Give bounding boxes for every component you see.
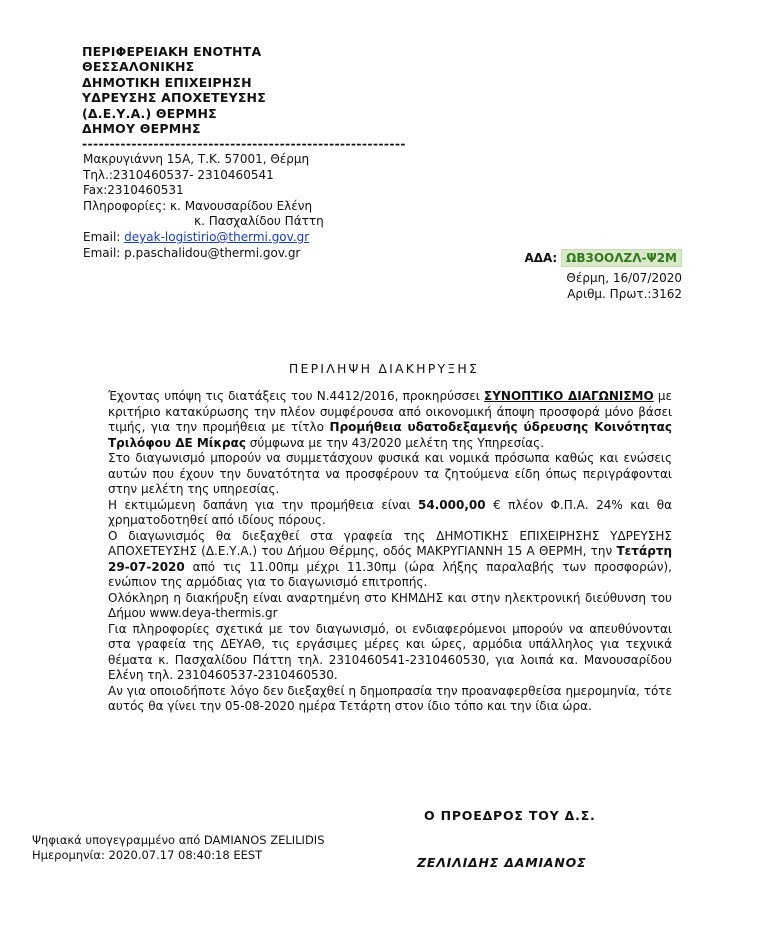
- paragraph: Ολόκληρη η διακήρυξη είναι αναρτημένη στο ΚΗΜΔΗΣ και στην ηλεκτρονική διεύθυνση του Δήμου www.deya-thermis.gr: [108, 590, 672, 620]
- contact-block: [83, 152, 324, 261]
- document-date: Θέρμη, 16/07/2020: [566, 271, 682, 285]
- ada-label: ΑΔΑ:: [524, 251, 558, 265]
- info-contact-2: κ. Πασχαλίδου Πάττη: [194, 214, 324, 229]
- info-contact-1: Πληροφορίες: κ. Μανουσαρίδου Ελένη: [83, 198, 313, 213]
- email-row-2: [83, 246, 324, 262]
- text-run: με κριτήριο κατακύρωσης την πλέον συμφέρουσα από οικονομική άποψη προσφορά μόνο βάσει τιμής, για την προμήθεια με τίτλο: [108, 389, 673, 434]
- paragraph: Στο διαγωνισμό μπορούν να συμμετάσχουν φυσικά και νομικά πρόσωπα καθώς και ενώσεις αυτών που έχουν την δυνατότητα να προσφέρουν τα ζητούμενα είδη όπως περιγράφονται στην μελέτη της υπηρεσίας.: [108, 451, 672, 496]
- signatory-role: Ο ΠΡΟΕΔΡΟΣ ΤΟΥ Δ.Σ.: [424, 808, 596, 823]
- text-run: Η εκτιμώμενη δαπάνη για την προμήθεια είναι: [108, 497, 419, 512]
- digital-signature: [32, 833, 325, 863]
- ada-row: [524, 251, 682, 265]
- document-title: ΠΕΡΙΛΗΨΗ ΔΙΑΚΗΡΥΞΗΣ: [288, 361, 480, 376]
- budget-amount: 54.000,00: [418, 497, 486, 512]
- header-line: ΠΕΡΙΦΕΡΕΙΑΚΗ ΕΝΟΤΗΤΑ: [82, 44, 262, 59]
- tender-date: Τετάρτη 29-07-2020: [108, 544, 672, 574]
- digital-signature-date: Ημερομηνία: 2020.07.17 08:40:18 EEST: [32, 848, 263, 862]
- header-line: ΥΔΡΕΥΣΗΣ ΑΠΟΧΕΤΕΥΣΗΣ: [82, 90, 266, 106]
- document-meta: [566, 270, 682, 302]
- paragraph: [108, 498, 672, 529]
- emphasis: ΣΥΝΟΠΤΙΚΟ ΔΙΑΓΩΝΙΣΜΟ: [484, 389, 654, 403]
- email-link[interactable]: deyak-logistirio@thermi.gov.gr: [124, 229, 310, 244]
- header-line: (Δ.Ε.Υ.Α.) ΘΕΡΜΗΣ: [82, 105, 217, 121]
- paragraph: [108, 389, 672, 451]
- email-address: p.paschalidou@thermi.gov.gr: [124, 245, 301, 260]
- text-run: Έχοντας υπόψη τις διατάξεις του Ν.4412/2016, προκηρύσσει: [108, 389, 485, 403]
- text-run: από τις 11.00πμ μέχρι 11.30πμ (ώρα λήξης παραλαβής των προσφορών), ενώπιον της αρμόδιας για το διαγωνισμό επιτροπής.: [108, 559, 672, 589]
- paragraph: [108, 529, 672, 591]
- paragraph: Αν για οποιοδήποτε λόγο δεν διεξαχθεί η δημοπρασία την προαναφερθείσα ημερομηνία, τότε αυτός θα γίνει την 05-08-2020 ημέρα Τετάρτη στον ίδιο τόπο και την ίδια ώρα.: [108, 683, 672, 713]
- header-line: ΔΗΜΟΤΙΚΗ ΕΠΙΧΕΙΡΗΣΗ: [82, 74, 252, 90]
- header-line: ΔΗΜΟΥ ΘΕΡΜΗΣ: [82, 121, 201, 137]
- document-body: [108, 389, 672, 715]
- text-run: σύμφωνα με την 43/2020 μελέτη της Υπηρεσίας.: [245, 435, 545, 450]
- project-title: Προμήθεια υδατοδεξαμενής ύδρευσης Κοινότητας Τριλόφου ΔΕ Μίκρας: [108, 420, 673, 450]
- signatory-name: ΖΕΛΙΛΙΔΗΣ ΔΑΜΙΑΝΟΣ: [417, 855, 587, 870]
- protocol-number: Αριθμ. Πρωτ.:3162: [567, 287, 682, 301]
- issuer-header: [82, 44, 266, 136]
- header-line: ΘΕΣΣΑΛΟΝΙΚΗΣ: [82, 59, 195, 75]
- digital-signature-signer: Ψηφιακά υπογεγραμμένο από DAMIANOS ZELILIDIS: [32, 833, 325, 847]
- text-run: € πλέον Φ.Π.Α. 24% και θα χρηματοδοτηθεί από ιδίους πόρους.: [108, 497, 672, 527]
- phone: Τηλ.:2310460537- 2310460541: [83, 167, 274, 182]
- ada-code: ΩΒ3ΟΟΛΖΛ-Ψ2Μ: [561, 249, 682, 267]
- fax: Fax:2310460531: [83, 183, 184, 198]
- header-divider: -----------------------------------------------------------: [82, 136, 406, 151]
- paragraph: Για πληροφορίες σχετικά με τον διαγωνισμό, οι ενδιαφερόμενοι μπορούν να απευθύνονται στα γραφεία της ΔΕΥΑΘ, τις εργάσιμες μέρες και ώρες, αρμόδια υπάλληλος για τεχνικά θέματα κ. Πασχαλίδου Πάττη τηλ. 2310460541-2310460530, για λοιπά κα. Μανουσαρίδου Ελένη τηλ. 2310460537-2310460530.: [108, 621, 672, 682]
- email-row-1: [83, 230, 324, 246]
- email-label: Email:: [83, 229, 121, 244]
- address: Μακρυγιάννη 15Α, Τ.Κ. 57001, Θέρμη: [83, 152, 310, 166]
- text-run: Ο διαγωνισμός θα διεξαχθεί στα γραφεία της ΔΗΜΟΤΙΚΗΣ ΕΠΙΧΕΙΡΗΣΗΣ ΥΔΡΕΥΣΗΣ ΑΠΟΧΕΤΕΥΣΗΣ (Δ.Ε.Υ.Α.) του Δήμου Θέρμης, οδός ΜΑΚΡΥΓΙΑΝΝΗ 15 Α ΘΕΡΜΗ, την: [108, 528, 672, 558]
- email-label: Email:: [83, 245, 121, 260]
